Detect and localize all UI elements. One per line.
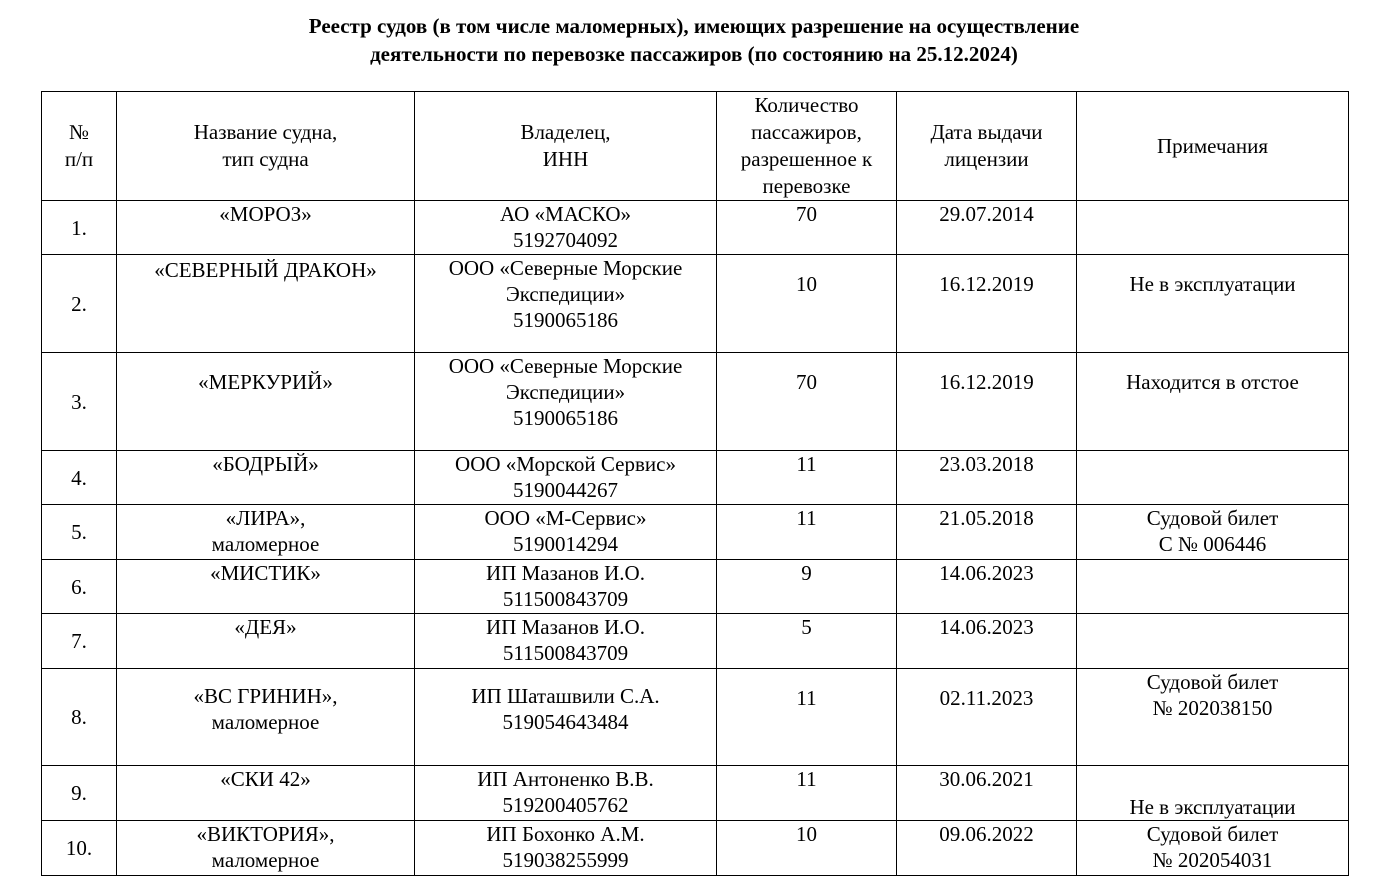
vessel-name-line: «БОДРЫЙ» <box>212 452 319 476</box>
notes-line: № 202038150 <box>1152 696 1273 720</box>
document-title-line-1: Реестр судов (в том числе маломерных), имеющих разрешение на осуществление <box>308 14 1080 38</box>
document-title <box>0 12 1388 68</box>
license-date: 16.12.2019 <box>897 255 1077 353</box>
owner-line: ООО «М-Сервис» <box>484 506 647 530</box>
vessel-owner <box>415 614 717 669</box>
table-row <box>42 353 1349 451</box>
vessel-type-line: маломерное <box>211 848 320 872</box>
vessel-owner <box>415 505 717 560</box>
vessel-name-line: «СКИ 42» <box>220 767 311 791</box>
row-number: 3. <box>42 353 117 451</box>
notes-line: Судовой билет <box>1146 506 1279 530</box>
table-row <box>42 821 1349 876</box>
row-number: 8. <box>42 669 117 766</box>
header-passengers <box>717 92 897 201</box>
owner-line: 5190065186 <box>513 406 618 430</box>
passenger-capacity: 9 <box>717 560 897 614</box>
license-date: 21.05.2018 <box>897 505 1077 560</box>
vessel-name <box>117 505 415 560</box>
owner-line: 519054643484 <box>502 710 629 734</box>
notes-line: Находится в отстое <box>1126 370 1299 394</box>
owner-line: 5190065186 <box>513 308 618 332</box>
header-text: п/п <box>64 147 94 171</box>
row-number: 6. <box>42 560 117 614</box>
passenger-capacity: 70 <box>717 201 897 255</box>
passenger-capacity: 11 <box>717 505 897 560</box>
vessel-name-line: «СЕВЕРНЫЙ ДРАКОН» <box>154 258 377 282</box>
table-row <box>42 669 1349 766</box>
table-row <box>42 560 1349 614</box>
vessel-name <box>117 821 415 876</box>
owner-line: ООО «Северные Морские <box>448 354 683 378</box>
vessel-name <box>117 353 415 451</box>
table-row <box>42 505 1349 560</box>
license-date: 14.06.2023 <box>897 614 1077 669</box>
owner-line: ИП Мазанов И.О. <box>486 561 645 585</box>
header-text: лицензии <box>944 147 1029 171</box>
notes-line: С № 006446 <box>1158 532 1267 556</box>
notes <box>1077 505 1349 560</box>
table-row <box>42 614 1349 669</box>
owner-line: ООО «Северные Морские <box>448 256 683 280</box>
vessel-name <box>117 255 415 353</box>
passenger-capacity: 70 <box>717 353 897 451</box>
license-date: 23.03.2018 <box>897 451 1077 505</box>
owner-line: ИП Шаташвили С.А. <box>471 684 660 708</box>
vessel-name-line: «ВС ГРИНИН», <box>193 684 338 708</box>
vessel-type-line: маломерное <box>211 710 320 734</box>
vessel-name <box>117 201 415 255</box>
header-vessel-name <box>117 92 415 201</box>
notes <box>1077 255 1349 353</box>
vessel-registry-table <box>41 91 1349 876</box>
row-number: 9. <box>42 766 117 821</box>
table-row <box>42 255 1349 353</box>
vessel-owner <box>415 255 717 353</box>
header-notes <box>1077 92 1349 201</box>
vessel-owner <box>415 821 717 876</box>
vessel-name-line: «ВИКТОРИЯ», <box>196 822 335 846</box>
vessel-name-line: «МИСТИК» <box>210 561 321 585</box>
document-title-line-2: деятельности по перевозке пассажиров (по состоянию на 25.12.2024) <box>370 42 1018 66</box>
notes <box>1077 451 1349 505</box>
table-row <box>42 766 1349 821</box>
header-text: разрешенное к <box>740 147 873 171</box>
owner-line: 511500843709 <box>502 641 629 665</box>
notes <box>1077 353 1349 451</box>
vessel-owner <box>415 451 717 505</box>
notes-line: Судовой билет <box>1146 670 1279 694</box>
header-text: ИНН <box>542 147 589 171</box>
vessel-name <box>117 669 415 766</box>
vessel-name-line: «МОРОЗ» <box>219 202 312 226</box>
owner-line: 5190044267 <box>513 478 618 502</box>
passenger-capacity: 10 <box>717 821 897 876</box>
notes-line: № 202054031 <box>1152 848 1273 872</box>
row-number: 10. <box>42 821 117 876</box>
notes <box>1077 766 1349 821</box>
owner-line: ИП Мазанов И.О. <box>486 615 645 639</box>
header-text: Примечания <box>1156 133 1268 158</box>
header-text: пассажиров, <box>751 120 862 144</box>
notes-line: Судовой билет <box>1146 822 1279 846</box>
vessel-name <box>117 451 415 505</box>
notes <box>1077 201 1349 255</box>
vessel-name-line: «ЛИРА», <box>225 506 306 530</box>
license-date: 14.06.2023 <box>897 560 1077 614</box>
header-text: тип судна <box>222 147 309 171</box>
row-number: 4. <box>42 451 117 505</box>
passenger-capacity: 11 <box>717 766 897 821</box>
passenger-capacity: 5 <box>717 614 897 669</box>
header-owner <box>415 92 717 201</box>
passenger-capacity: 11 <box>717 669 897 766</box>
row-number: 2. <box>42 255 117 353</box>
license-date: 09.06.2022 <box>897 821 1077 876</box>
header-text: Название судна, <box>193 120 338 144</box>
notes <box>1077 821 1349 876</box>
notes-line: Не в эксплуатации <box>1129 795 1296 819</box>
vessel-owner <box>415 353 717 451</box>
vessel-owner <box>415 766 717 821</box>
owner-line: 519038255999 <box>502 848 629 872</box>
row-number: 7. <box>42 614 117 669</box>
row-number: 1. <box>42 201 117 255</box>
owner-line: Экспедиции» <box>505 380 626 404</box>
notes <box>1077 614 1349 669</box>
header-text: Дата выдачи <box>930 120 1043 144</box>
vessel-name <box>117 614 415 669</box>
owner-line: ИП Антоненко В.В. <box>477 767 654 791</box>
vessel-type-line: маломерное <box>211 532 320 556</box>
owner-line: 5190014294 <box>513 532 618 556</box>
owner-line: 511500843709 <box>502 587 629 611</box>
vessel-owner <box>415 201 717 255</box>
header-text: перевозке <box>762 174 851 198</box>
owner-line: Экспедиции» <box>505 282 626 306</box>
vessel-owner <box>415 560 717 614</box>
owner-line: 519200405762 <box>502 793 629 817</box>
passenger-capacity: 11 <box>717 451 897 505</box>
owner-line: ООО «Морской Сервис» <box>455 452 676 476</box>
table-row <box>42 451 1349 505</box>
table-row <box>42 201 1349 255</box>
notes-line: Не в эксплуатации <box>1129 272 1296 296</box>
row-number: 5. <box>42 505 117 560</box>
header-text: Владелец, <box>520 120 611 144</box>
header-num <box>42 92 117 201</box>
header-text: № <box>68 120 90 144</box>
owner-line: 5192704092 <box>513 228 618 252</box>
owner-line: АО «МАСКО» <box>500 202 631 226</box>
license-date: 16.12.2019 <box>897 353 1077 451</box>
vessel-name-line: «МЕРКУРИЙ» <box>198 370 333 394</box>
vessel-name-line: «ДЕЯ» <box>234 615 297 639</box>
license-date: 29.07.2014 <box>897 201 1077 255</box>
vessel-name <box>117 766 415 821</box>
table-header-row <box>42 92 1349 201</box>
vessel-owner <box>415 669 717 766</box>
vessel-name <box>117 560 415 614</box>
license-date: 02.11.2023 <box>897 669 1077 766</box>
notes <box>1077 560 1349 614</box>
owner-line: ИП Бохонко А.М. <box>486 822 645 846</box>
passenger-capacity: 10 <box>717 255 897 353</box>
header-text: Количество <box>754 93 859 117</box>
license-date: 30.06.2021 <box>897 766 1077 821</box>
notes <box>1077 669 1349 766</box>
header-license-date <box>897 92 1077 201</box>
